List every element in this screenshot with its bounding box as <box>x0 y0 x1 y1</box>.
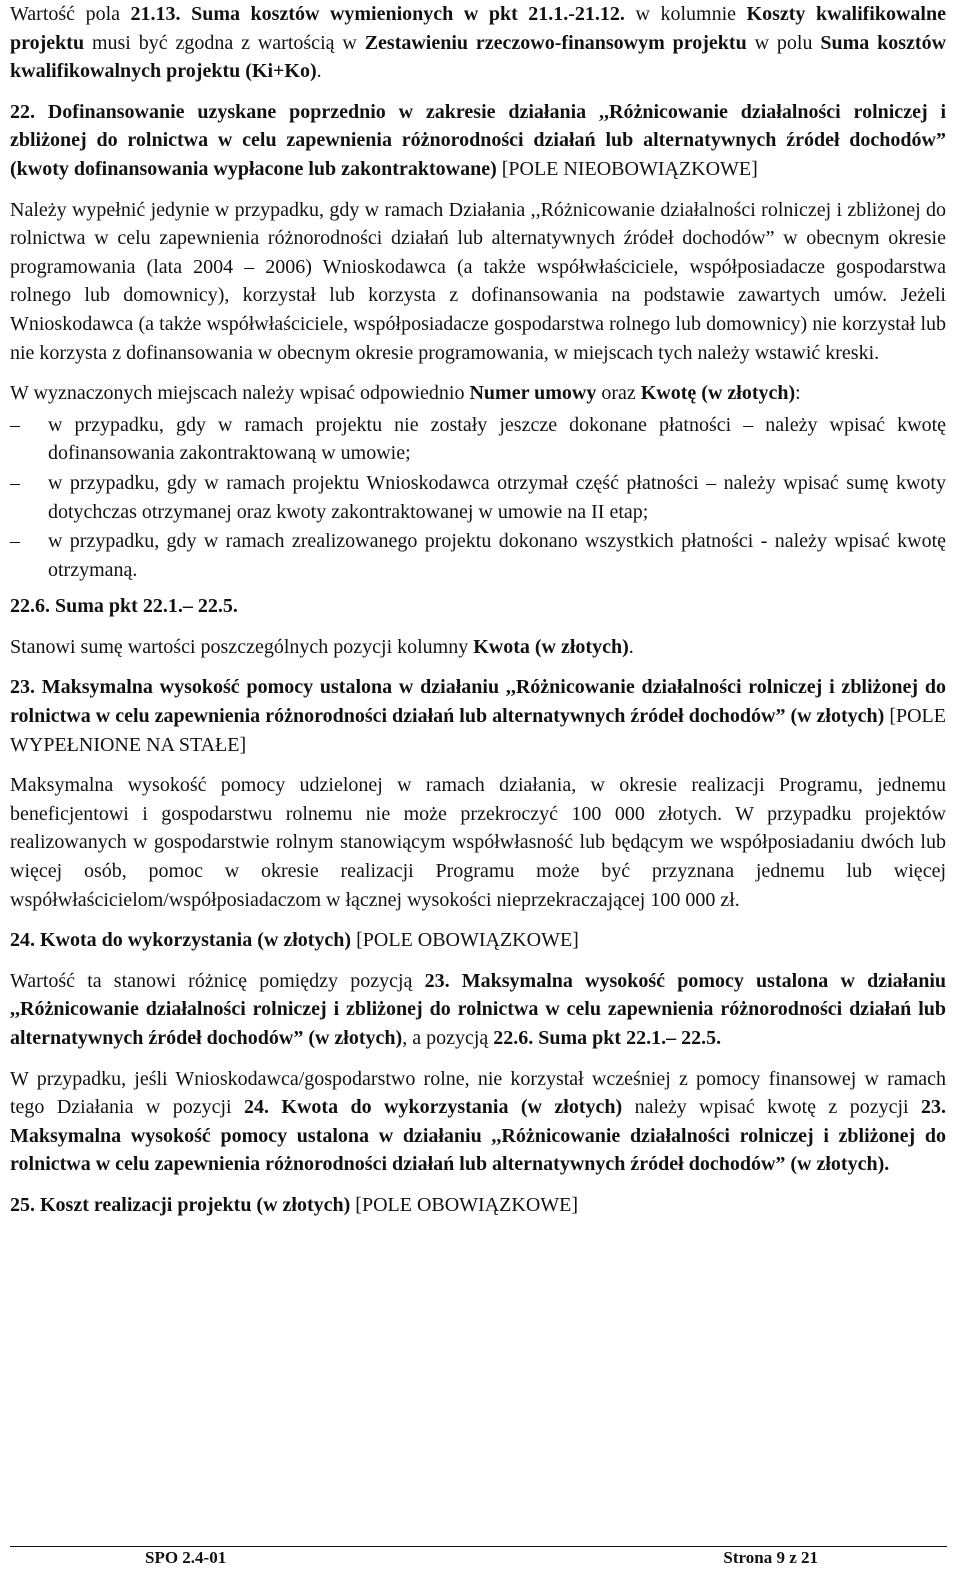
text: Wartość pola <box>10 3 131 25</box>
section-24-paragraph-2 <box>10 1065 946 1179</box>
bold-text: Zestawieniu rzeczowo-finansowym projektu <box>364 31 747 54</box>
bold-text: Koszty kwalifikowalne projektu <box>10 3 946 54</box>
section-22-fill-instructions <box>10 379 946 408</box>
text: . <box>628 635 634 658</box>
list-item-text: w przypadku, gdy w ramach zrealizowanego projektu dokonano wszystkich płatności - należy wpisać kwotę otrzymaną. <box>48 530 946 581</box>
section-22-paragraph: Należy wypełnić jedynie w przypadku, gdy w ramach Działania ,,Różnicowanie działalności rolniczej i zbliżonej do rolnictwa w celu zapewnienia różnorodności działań lub alternatywnych źródeł dochodów” w obecnym okresie programowania (lata 2004 – 2006) Wnioskodawca (a także współwłaściciele, współposiadacze gospodarstwa rolnego lub domownicy), korzystał lub korzysta z dofinansowania na podstawie zawartych umów. Jeżeli Wnioskodawca (a także współwłaściciele, współposiadacze gospodarstwa rolnego lub domownicy) nie korzystał lub nie korzysta z dofinansowania w obecnym okresie programowania, w miejscach tych należy wstawić kreski. <box>10 198 946 364</box>
text: w polu <box>746 31 821 54</box>
heading-text: 24. Kwota do wykorzystania (w złotych) <box>10 929 352 952</box>
text: , a pozycją <box>402 1027 494 1049</box>
dash-bullet: – <box>10 413 20 436</box>
list-item <box>10 469 946 526</box>
paragraph-21-13-note <box>10 0 946 86</box>
section-24-heading <box>10 926 946 955</box>
footer-page-number: Strona 9 z 21 <box>723 1548 818 1567</box>
list-item-text: w przypadku, gdy w ramach projektu nie zostały jeszcze dokonane płatności – należy wpisać kwotę dofinansowania zakontraktowaną w umowie; <box>48 413 946 465</box>
bold-text: 24. Kwota do wykorzystania (w złotych) <box>244 1096 623 1119</box>
field-status-tag: [POLE NIEOBOWIĄZKOWE] <box>496 157 758 180</box>
dash-list <box>10 411 946 585</box>
bold-text: 23. Maksymalna wysokość pomocy ustalona w działaniu ,,Różnicowanie działalności rolniczej i zbliżonej do rolnictwa w celu zapewnienia różnorodności działań lub alternatywnych źródeł dochodów” (w złotych) <box>10 969 946 1049</box>
bold-text: 23. Maksymalna wysokość pomocy ustalona w działaniu ,,Różnicowanie działalności rolniczej i zbliżonej do rolnictwa w celu zapewnienia różnorodności działań lub alternatywnych źródeł dochodów” (w złotych). <box>10 1096 946 1176</box>
bold-text: 22.6. Suma pkt 22.1.– 22.5. <box>493 1027 722 1049</box>
document-page <box>10 0 946 1220</box>
list-item-text: w przypadku, gdy w ramach projektu Wnioskodawca otrzymał część płatności – należy wpisać sumę kwoty dotychczas otrzymanej oraz kwoty zakontraktowanej w umowie na II etap; <box>48 471 946 523</box>
heading-text: 22. Dofinansowanie uzyskane poprzednio w zakresie działania ,,Różnicowanie działalności rolniczej i zbliżonej do rolnictwa w celu zapewnienia różnorodności działań lub alternatywnych źródeł dochodów” (kwoty dofinansowania wypłacone lub zakontraktowane) <box>10 100 946 180</box>
section-25-heading <box>10 1191 946 1220</box>
dash-bullet: – <box>10 530 20 553</box>
bold-text: 21.13. Suma kosztów wymienionych w pkt 21.1.-21.12. <box>130 3 625 25</box>
field-status-tag: [POLE WYPEŁNIONE NA STAŁE] <box>10 705 946 756</box>
list-item <box>10 527 946 584</box>
heading-text: 25. Koszt realizacji projektu (w złotych) <box>10 1193 351 1216</box>
bold-text: Numer umowy <box>469 382 597 405</box>
footer-document-code: SPO 2.4-01 <box>145 1548 227 1567</box>
bold-text: Kwota (w złotych) <box>473 635 629 658</box>
text: : <box>795 382 801 405</box>
section-22-6-heading: 22.6. Suma pkt 22.1.– 22.5. <box>10 595 238 618</box>
section-24-paragraph-1 <box>10 967 946 1053</box>
bold-text: Kwotę (w złotych) <box>640 382 796 405</box>
section-22-heading <box>10 98 946 184</box>
bold-text: Suma kosztów kwalifikowalnych projektu (Ki+Ko) <box>10 31 947 83</box>
dash-bullet: – <box>10 471 20 494</box>
text: W przypadku, jeśli Wnioskodawca/gospodarstwo rolne, nie korzystał wcześniej z pomocy finansowej w ramach tego Działania w pozycji <box>10 1067 946 1119</box>
text: musi być zgodna z wartością w <box>84 31 365 54</box>
section-23-heading <box>10 673 946 759</box>
field-status-tag: [POLE OBOWIĄZKOWE] <box>351 929 579 952</box>
field-status-tag: [POLE OBOWIĄZKOWE] <box>350 1193 579 1216</box>
text: Wartość ta stanowi różnicę pomiędzy pozycją <box>10 969 425 992</box>
text: . <box>316 60 322 83</box>
text: w kolumnie <box>624 3 747 25</box>
text: W wyznaczonych miejscach należy wpisać odpowiednio <box>10 382 470 405</box>
heading-text: 23. Maksymalna wysokość pomocy ustalona w działaniu ,,Różnicowanie działalności rolniczej i zbliżonej do rolnictwa w celu zapewnienia różnorodności działań lub alternatywnych źródeł dochodów” (w złotych) <box>10 676 946 728</box>
text: Stanowi sumę wartości poszczególnych pozycji kolumny <box>10 635 474 658</box>
text: oraz <box>596 382 641 405</box>
text: należy wpisać kwotę z pozycji <box>622 1096 921 1119</box>
section-22-6-paragraph <box>10 633 946 662</box>
footer-divider <box>10 1546 947 1547</box>
list-item <box>10 411 946 468</box>
section-23-paragraph: Maksymalna wysokość pomocy udzielonej w ramach działania, w okresie realizacji Programu, jednemu beneficjentowi i gospodarstwu rolnemu nie może przekroczyć 100 000 złotych. W przypadku projektów realizowanych w gospodarstwie rolnym stanowiącym współwłasność lub będącym we współposiadaniu dwóch lub więcej osób, pomoc w okresie realizacji Programu może być przyznana jednemu lub więcej współwłaścicielom/współposiadaczom w łącznej wysokości nieprzekraczającej 100 000 zł. <box>10 774 946 911</box>
